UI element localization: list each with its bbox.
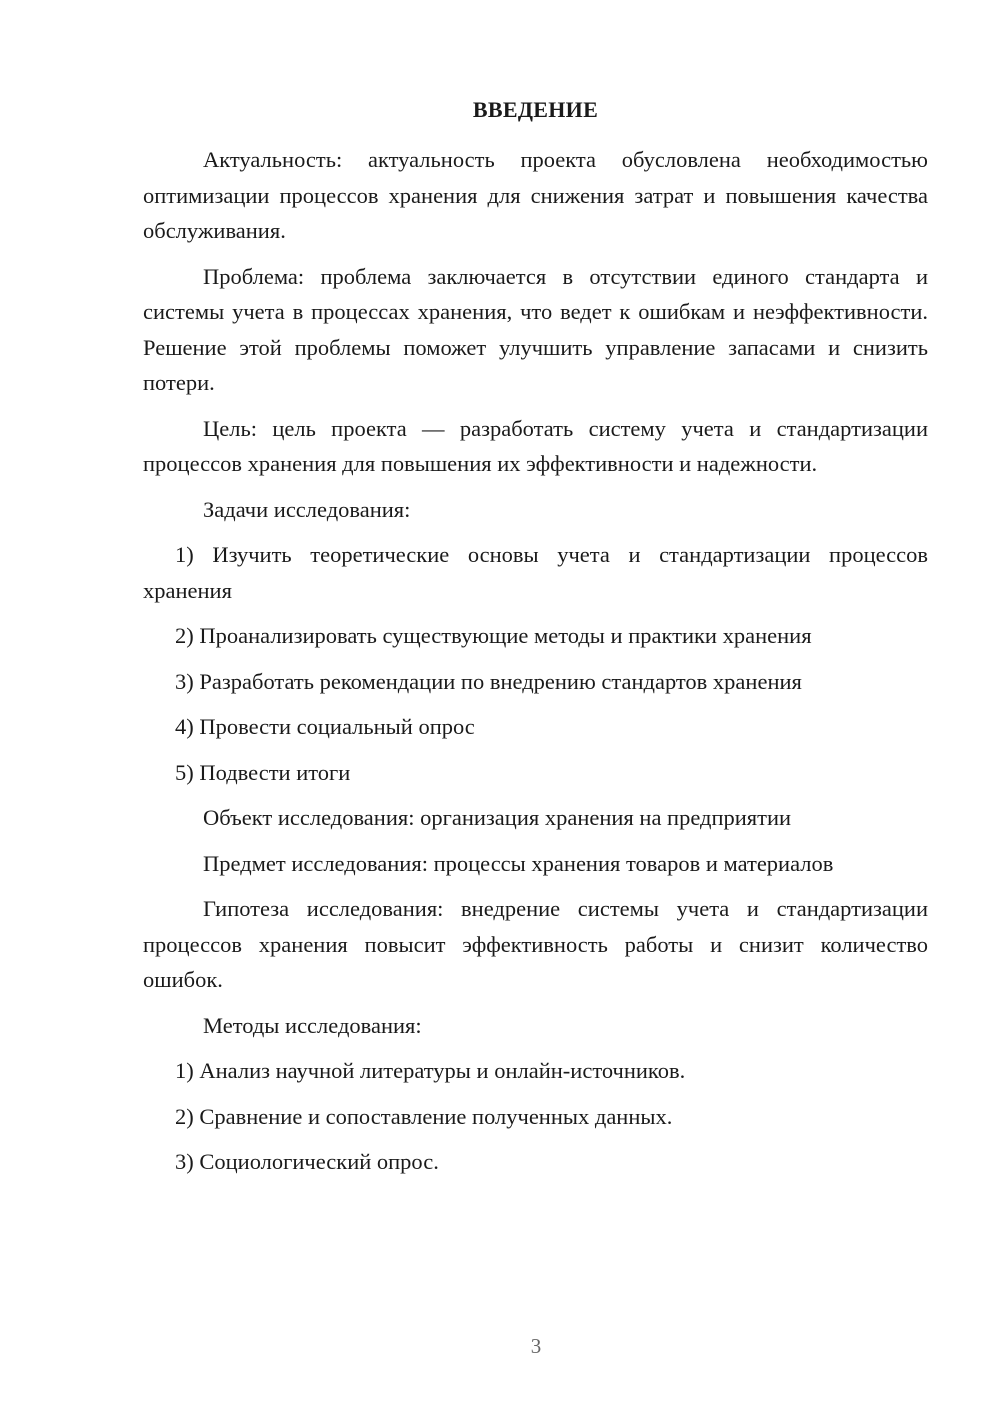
page-title: ВВЕДЕНИЕ <box>472 97 599 122</box>
paragraph-hypothesis: Гипотеза исследования: внедрение системы учета и стандартизации процессов хранения повысит эффективность работы и снизит количество ошибок. <box>143 896 928 992</box>
methods-heading: Методы исследования: <box>203 1012 422 1038</box>
list-item: 4) Провести социальный опрос <box>175 714 475 739</box>
list-item: 3) Разработать рекомендации по внедрению стандартов хранения <box>175 668 802 694</box>
list-item: 2) Проанализировать существующие методы и практики хранения <box>175 623 812 648</box>
paragraph-relevance: Актуальность: актуальность проекта обусловлена необходимостью оптимизации процессов хранения для снижения затрат и повышения качества обслуживания. <box>143 147 928 243</box>
paragraph-subject: Предмет исследования: процессы хранения товаров и материалов <box>203 850 834 876</box>
list-item: 5) Подвести итоги <box>175 759 351 785</box>
paragraph-problem: Проблема: проблема заключается в отсутствии единого стандарта и системы учета в процессах хранения, что ведет к ошибкам и неэффективности. Решение этой проблемы поможет улучшить управление запасами и снизить потери. <box>143 263 928 395</box>
tasks-list <box>143 537 928 790</box>
methods-list <box>143 1053 928 1180</box>
paragraph-object: Объект исследования: организация хранения на предприятии <box>203 805 792 830</box>
list-item: 1) Анализ научной литературы и онлайн-источников. <box>175 1058 686 1083</box>
page-content <box>143 92 928 1190</box>
list-item: 2) Сравнение и сопоставление полученных данных. <box>175 1103 673 1129</box>
tasks-heading: Задачи исследования: <box>203 496 411 522</box>
list-item: 1) Изучить теоретические основы учета и стандартизации процессов хранения <box>143 542 928 603</box>
paragraph-goal: Цель: цель проекта — разработать систему учета и стандартизации процессов хранения для повышения их эффективности и надежности. <box>143 415 928 476</box>
list-item: 3) Социологический опрос. <box>175 1149 439 1174</box>
page-number: 3 <box>530 1334 542 1358</box>
